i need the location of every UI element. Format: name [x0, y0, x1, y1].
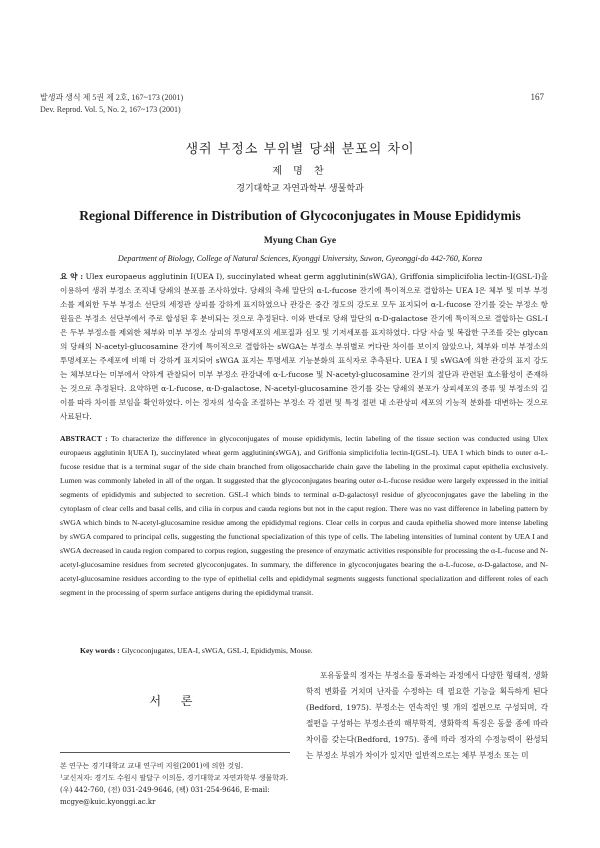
- korean-abstract-label: 요 약 :: [60, 272, 84, 281]
- korean-title: 생쥐 부정소 부위별 당쇄 분포의 차이: [185, 142, 415, 157]
- english-abstract-label: ABSTRACT :: [60, 434, 108, 443]
- korean-author: 제 명 찬: [272, 166, 328, 177]
- footnote: [60, 760, 290, 808]
- english-abstract-text: To characterize the difference in glycoconjugates of mouse epididymis, lectin labeling of the tissue section was conducted using Ulex europaeus agglutinin I(UEA I), succinylated wheat germ agglutinin(sWGA), and Griffonia simplicifolia lectin-I(GSL-I). UEA I which binds to outer α-L-fucose residue that is a terminal sugar of the side chain branched from oligosaccharide chain gave the labeling in the proximal caput epithelia exclusively. Lumen was commonly labeled in all of the organ. It suggested that the glycoconjugates bearing outer α-L-fucose residue were largely expressed in the initial segments of epididymis and subjected to secretion. GSL-I which binds to terminal α-D-galactosyl residue of glycoconjugates gave the labeling in the cytoplasm of clear cells and basal cells, and cilia in corpus and cauda regions but not in the caput region. There was no vast difference in labeling pattern by sWGA which binds to N-acetyl-glucosamine residue among the epididymal regions. Clear cells in corpus and cauda epithelia showed more intense labeling by sWGA compared to principal cells, suggesting the functional specialization of this type of cells. The labeling intensities of luminal content by UEA I and sWGA decreased in cauda region compared to corpus region, suggesting the presence of enzymatic activities responsible for processing the α-L-fucose and N-acetyl-glucosamine residues from secreted glycoconjugates. In summary, the difference in glycoconjugates bearing the α-L-fucose, α-D-galactose, and N-acetyl-glucosamine residues according to the type of epithelial cells and epididymal segments suggests functional specialization and different roles of each segment in the processing of sperm surface antigens during the epididymal transit.: [60, 434, 548, 597]
- introduction-heading: 서 론: [149, 694, 201, 708]
- journal-header: [40, 92, 183, 116]
- korean-abstract: [60, 270, 548, 424]
- korean-affiliation: 경기대학교 자연과학부 생물학과: [236, 184, 364, 194]
- page-number: 167: [530, 92, 544, 102]
- english-affiliation: Department of Biology, College of Natural Sciences, Kyonggi University, Suwon, Gyeonggi-do 442-760, Korea: [117, 254, 483, 263]
- footnote-divider: [60, 752, 290, 753]
- keywords-text: Glycoconjugates, UEA-I, sWGA, GSL-I, Epididymis, Mouse.: [121, 646, 313, 655]
- footnote-funding: 본 연구는 경기대학교 교내 연구비 지원(2001)에 의한 것임.: [60, 762, 244, 770]
- introduction-body: 포유동물의 정자는 부정소를 통과하는 과정에서 다양한 형태적, 생화학적 변화를 거치며 난자를 수정하는 데 필요한 기능을 획득하게 된다(Bedford, 1975). 부정소는 연속적인 몇 개의 절편으로 구성되며, 각 절편을 구성하는 부정소관의 해부학적, 생화학적 특징은 동물 종에 따라 차이를 갖는다(Bedford, 1975). 종에 따라 정자의 수정능력이 완성되는 부정소 부위가 차이가 있지만 일반적으로는 체부 부정소 또는 미: [306, 671, 548, 760]
- korean-abstract-text: Ulex europaeus agglutinin I(UEA I), succinylated wheat germ agglutinin(sWGA), Griffonia simplicifolia lectin-I(GSL-I)을 이용하여 생쥐 부정소 조직내 당쇄의 분포를 조사하였다. 당쇄의 측쇄 말단의 α-L-fucose 잔기에 특이적으로 결합하는 UEA I은 체부 및 미부 부정소를 제외한 두부 부정소 선단의 세정관 상피를 강하게 표지하였으나 관강은 중간 정도의 강도로 모두 표지되어 α-L-fucose 잔기를 갖는 부정소 항원들은 부정소 선단부에서 주로 합성된 후 분비되는 것으로 추정된다. 이와 반대로 당쇄 말단의 α-D-galactose 잔기에 특이적으로 결합하는 GSL-I은 두부 부정소를 제외한 체부와 미부 부정소 상피의 투명세포의 세포질과 심모 및 기저세포를 표지하였다. 다당 사슬 및 복잡한 구조를 갖는 glycan의 당쇄의 N-acetyl-glucosamine 잔기에 특이적으로 결합하는 sWGA는 부정소 부위별로 커다란 차이를 보이지 않았으나, 체부와 미부 부정소의 투명세포는 주세포에 비해 더 강하게 표지되어 sWGA 표지는 투명세포 기능분화의 표식자로 추측된다. UEA I 및 sWGA에 의한 관강의 표지 강도는 체부보다는 미부에서 약하게 관찰되어 미부 부정소 관강내에 α-L-fucose 및 N-acetyl-glucosamine 잔기의 절단과 관련된 효소활성이 존재하는 것으로 추정된다. 요약하면 α-L-fucose, α-D-galactose, N-acetyl-glucosamine 잔기를 갖는 당쇄의 분포가 상피세포의 종류 및 부정소의 길이를 따라 차이를 보임을 확인하였다. 이는 정자의 성숙을 조절하는 부정소 각 절편 및 특정 절편 내 소관상피 세포의 기능적 분화를 대변하는 것으로 사료된다.: [60, 272, 548, 421]
- english-author: Myung Chan Gye: [263, 236, 337, 246]
- footnote-correspondence: ¹교신저자: 경기도 수원시 팔달구 이의동, 경기대학교 자연과학부 생물학과. (우) 442-760, (전) 031-249-9646, (팩) 031-254-9646, E-mail: mcgye@kuic.kyonggi.ac.kr: [60, 774, 289, 806]
- keywords: [80, 646, 313, 655]
- journal-header-korean: 발생과 생식 제 5권 제 2호, 167~173 (2001): [40, 93, 184, 102]
- english-abstract: [60, 432, 548, 600]
- english-title: Regional Difference in Distribution of Glycoconjugates in Mouse Epididymis: [79, 208, 521, 223]
- journal-header-english: Dev. Reprod. Vol. 5, No. 2, 167~173 (2001): [40, 105, 181, 114]
- keywords-label: Key words :: [80, 646, 120, 655]
